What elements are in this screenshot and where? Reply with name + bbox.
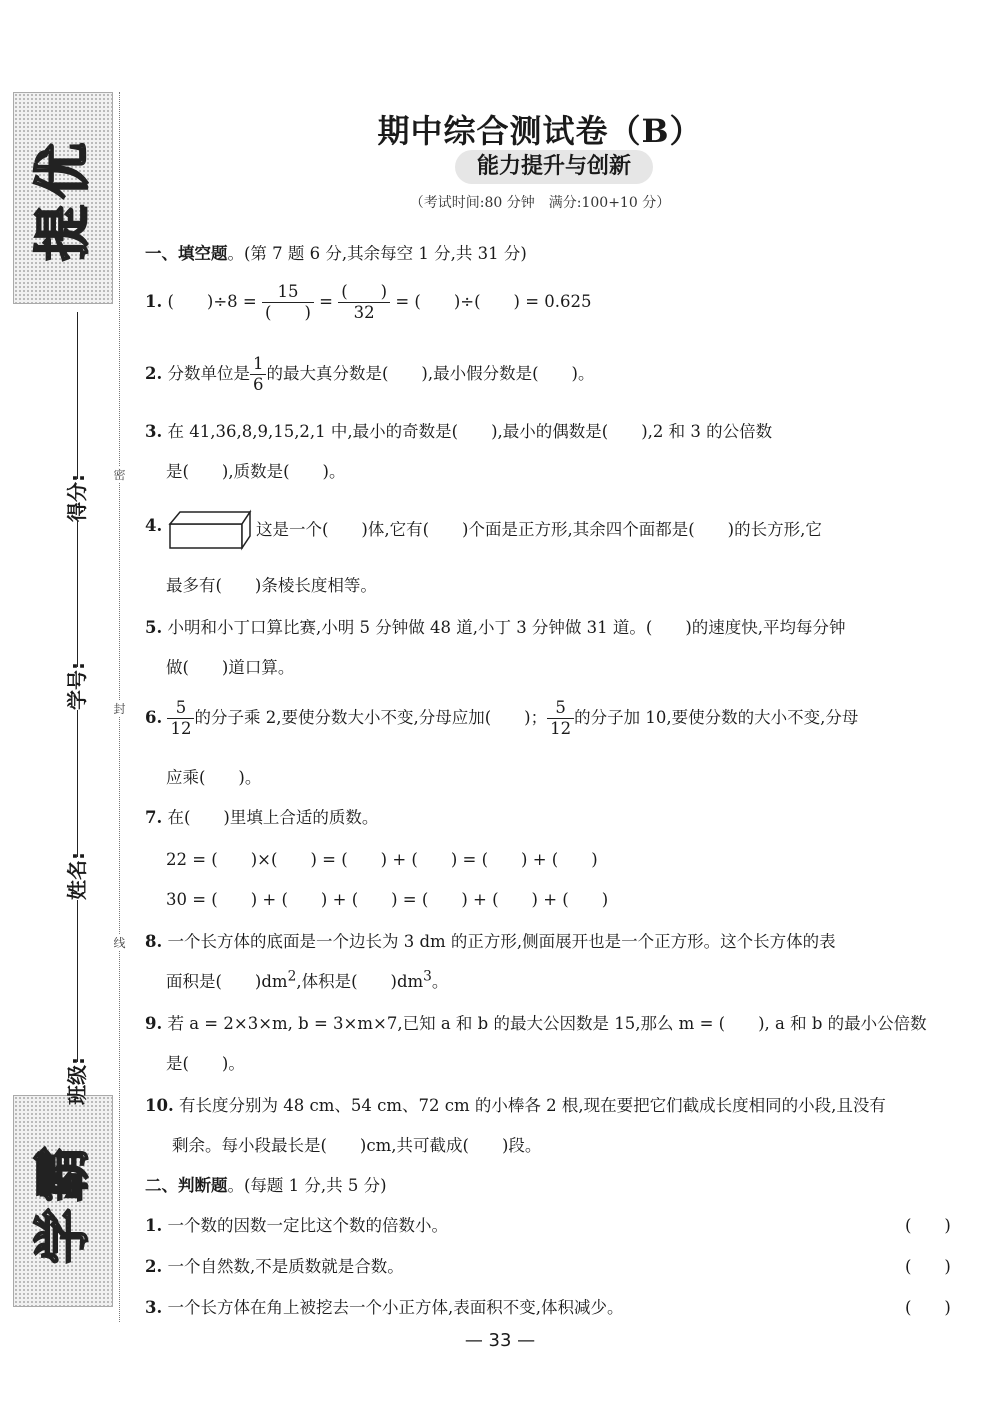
q3-number: 3.: [145, 422, 163, 441]
judge-item-1: [145, 1212, 448, 1236]
q6-part-b: 的分子加 10,要使分数的大小不变,分母: [574, 708, 859, 727]
badge-bottom-text: 学霸: [31, 1140, 96, 1264]
question-7: [145, 804, 378, 828]
question-10-cont[interactable]: 剩余。每小段最长是( )cm,共可截成( )段。: [172, 1136, 542, 1155]
q8-sup-3: 3: [423, 968, 432, 985]
q8-area[interactable]: 面积是( )dm: [166, 972, 288, 991]
class-label: 班级:: [65, 1057, 89, 1105]
score-line: [77, 312, 78, 479]
section1-heading: [145, 240, 527, 264]
seal-char-xian: 线: [113, 936, 126, 950]
q10-number: 10.: [145, 1096, 174, 1115]
q8-volume[interactable]: ,体积是( )dm: [296, 972, 424, 991]
q10-line-1: 有长度分别为 48 cm、54 cm、72 cm 的小棒各 2 根,现在要把它们截成长度相同的小段,且没有: [178, 1096, 886, 1115]
q8-line-1: 一个长方体的底面是一个边长为 3 dm 的正方形,侧面展开也是一个正方形。这个长方体的表: [167, 932, 836, 951]
name-label: 姓名:: [65, 852, 89, 900]
student-id-line: [77, 520, 78, 667]
q2-f-top: 1: [250, 354, 267, 375]
badge-top-text: 提优: [31, 137, 96, 261]
question-6-cont[interactable]: 应乘( )。: [166, 768, 262, 787]
q1-equals: =: [319, 292, 333, 311]
name-line: [77, 710, 78, 857]
question-5: [145, 614, 846, 638]
q1-f2-top[interactable]: ( ): [338, 282, 390, 303]
q1-fraction-1: [262, 282, 314, 323]
question-6: [145, 698, 858, 739]
judge-1-answer[interactable]: ( ): [905, 1216, 951, 1235]
q6-part-a[interactable]: 的分子乘 2,要使分数大小不变,分母应加( )；: [194, 708, 548, 727]
question-9: [145, 1010, 927, 1034]
question-7-eq-22[interactable]: 22 = ( )×( ) = ( ) + ( ) = ( ) + ( ): [166, 850, 598, 869]
judge-1-number: 1.: [145, 1216, 163, 1235]
badge-bottom: [13, 1095, 113, 1307]
seal-char-mi: 密: [113, 468, 126, 482]
question-3: [145, 418, 772, 442]
page-number: — 33 —: [464, 1330, 536, 1351]
q2-number: 2.: [145, 364, 163, 383]
q1-f1-bottom[interactable]: ( ): [265, 303, 311, 322]
q6-fraction-1: [167, 698, 194, 739]
question-8-cont[interactable]: [166, 968, 448, 992]
judge-3-answer[interactable]: ( ): [905, 1298, 951, 1317]
question-4: [145, 516, 162, 535]
class-field[interactable]: [60, 900, 94, 1105]
q6-number: 6.: [145, 708, 163, 727]
q7-line-1: 在( )里填上合适的质数。: [167, 808, 379, 827]
q9-number: 9.: [145, 1014, 163, 1033]
seal-char-feng: 封: [113, 702, 126, 716]
badge-top: [13, 92, 113, 304]
question-9-cont[interactable]: 是( )。: [166, 1054, 245, 1073]
student-id-field[interactable]: [60, 520, 94, 710]
question-1: [145, 282, 592, 323]
score-field[interactable]: [60, 312, 94, 522]
q9-line-1[interactable]: 若 a = 2×3×m, b = 3×m×7,已知 a 和 b 的最大公因数是 15,那么 m = ( ), a 和 b 的最小公倍数: [167, 1014, 927, 1033]
judge-3-text: 一个长方体在角上被挖去一个小正方体,表面积不变,体积减少。: [167, 1298, 624, 1317]
section2-note: 。(每题 1 分,共 5 分): [227, 1176, 387, 1195]
q5-line-1[interactable]: 小明和小丁口算比赛,小明 5 分钟做 48 道,小丁 3 分钟做 31 道。( )的速度快,平均每分钟: [167, 618, 846, 637]
q1-part-a: ( )÷8 =: [167, 292, 257, 311]
cuboid-figure: [168, 506, 252, 552]
section2-heading: [145, 1172, 387, 1196]
judge-1-text: 一个数的因数一定比这个数的倍数小。: [167, 1216, 448, 1235]
question-4-cont[interactable]: 最多有( )条棱长度相等。: [166, 576, 377, 595]
page-subtitle: 能力提升与创新: [455, 150, 653, 184]
q8-number: 8.: [145, 932, 163, 951]
judge-2-text: 一个自然数,不是质数就是合数。: [167, 1257, 404, 1276]
page-title: 期中综合测试卷（B）: [377, 112, 703, 150]
question-10: [145, 1092, 886, 1116]
exam-info: （考试时间:80 分钟 满分:100+10 分）: [409, 195, 671, 211]
q2-fraction: [250, 354, 267, 395]
q1-f2-bottom: 32: [353, 303, 375, 322]
judge-item-2: [145, 1253, 404, 1277]
q2-f-bottom: 6: [252, 375, 264, 394]
q8-end: 。: [431, 972, 449, 991]
q2-part-b[interactable]: 的最大真分数是( ),最小假分数是( )。: [266, 364, 595, 383]
section1-note: 。(第 7 题 6 分,其余每空 1 分,共 31 分): [227, 244, 527, 263]
section2-title: 二、判断题: [145, 1176, 228, 1195]
q6-f2-top: 5: [547, 698, 574, 719]
q1-number: 1.: [145, 292, 163, 311]
name-field[interactable]: [60, 710, 94, 900]
question-5-cont[interactable]: 做( )道口算。: [166, 658, 295, 677]
judge-2-answer[interactable]: ( ): [905, 1257, 951, 1276]
q6-f2-bottom: 12: [550, 719, 572, 738]
class-line: [77, 900, 78, 1062]
q6-f1-bottom: 12: [170, 719, 192, 738]
student-id-label: 学号:: [65, 662, 89, 710]
q4-number: 4.: [145, 516, 163, 535]
judge-3-number: 3.: [145, 1298, 163, 1317]
q6-f1-top: 5: [167, 698, 194, 719]
q8-sup-2: 2: [287, 968, 297, 985]
q6-fraction-2: [547, 698, 574, 739]
q5-number: 5.: [145, 618, 163, 637]
judge-2-number: 2.: [145, 1257, 163, 1276]
q1-f1-top: 15: [262, 282, 314, 303]
question-4-line-1[interactable]: 这是一个( )体,它有( )个面是正方形,其余四个面都是( )的长方形,它: [256, 520, 822, 539]
question-8: [145, 928, 836, 952]
question-2: [145, 354, 594, 395]
judge-item-3: [145, 1294, 623, 1318]
q1-part-b[interactable]: = ( )÷( ) = 0.625: [395, 292, 592, 311]
q7-number: 7.: [145, 808, 163, 827]
question-7-eq-30[interactable]: 30 = ( ) + ( ) + ( ) = ( ) + ( ) + ( ): [166, 890, 609, 909]
question-3-cont[interactable]: 是( ),质数是( )。: [166, 462, 346, 481]
q2-part-a: 分数单位是: [167, 364, 250, 383]
score-label: 得分:: [65, 474, 89, 522]
q3-line-1[interactable]: 在 41,36,8,9,15,2,1 中,最小的奇数是( ),最小的偶数是( ),2 和 3 的公倍数: [167, 422, 773, 441]
section1-title: 一、填空题: [145, 244, 228, 263]
q1-fraction-2: [338, 282, 390, 323]
